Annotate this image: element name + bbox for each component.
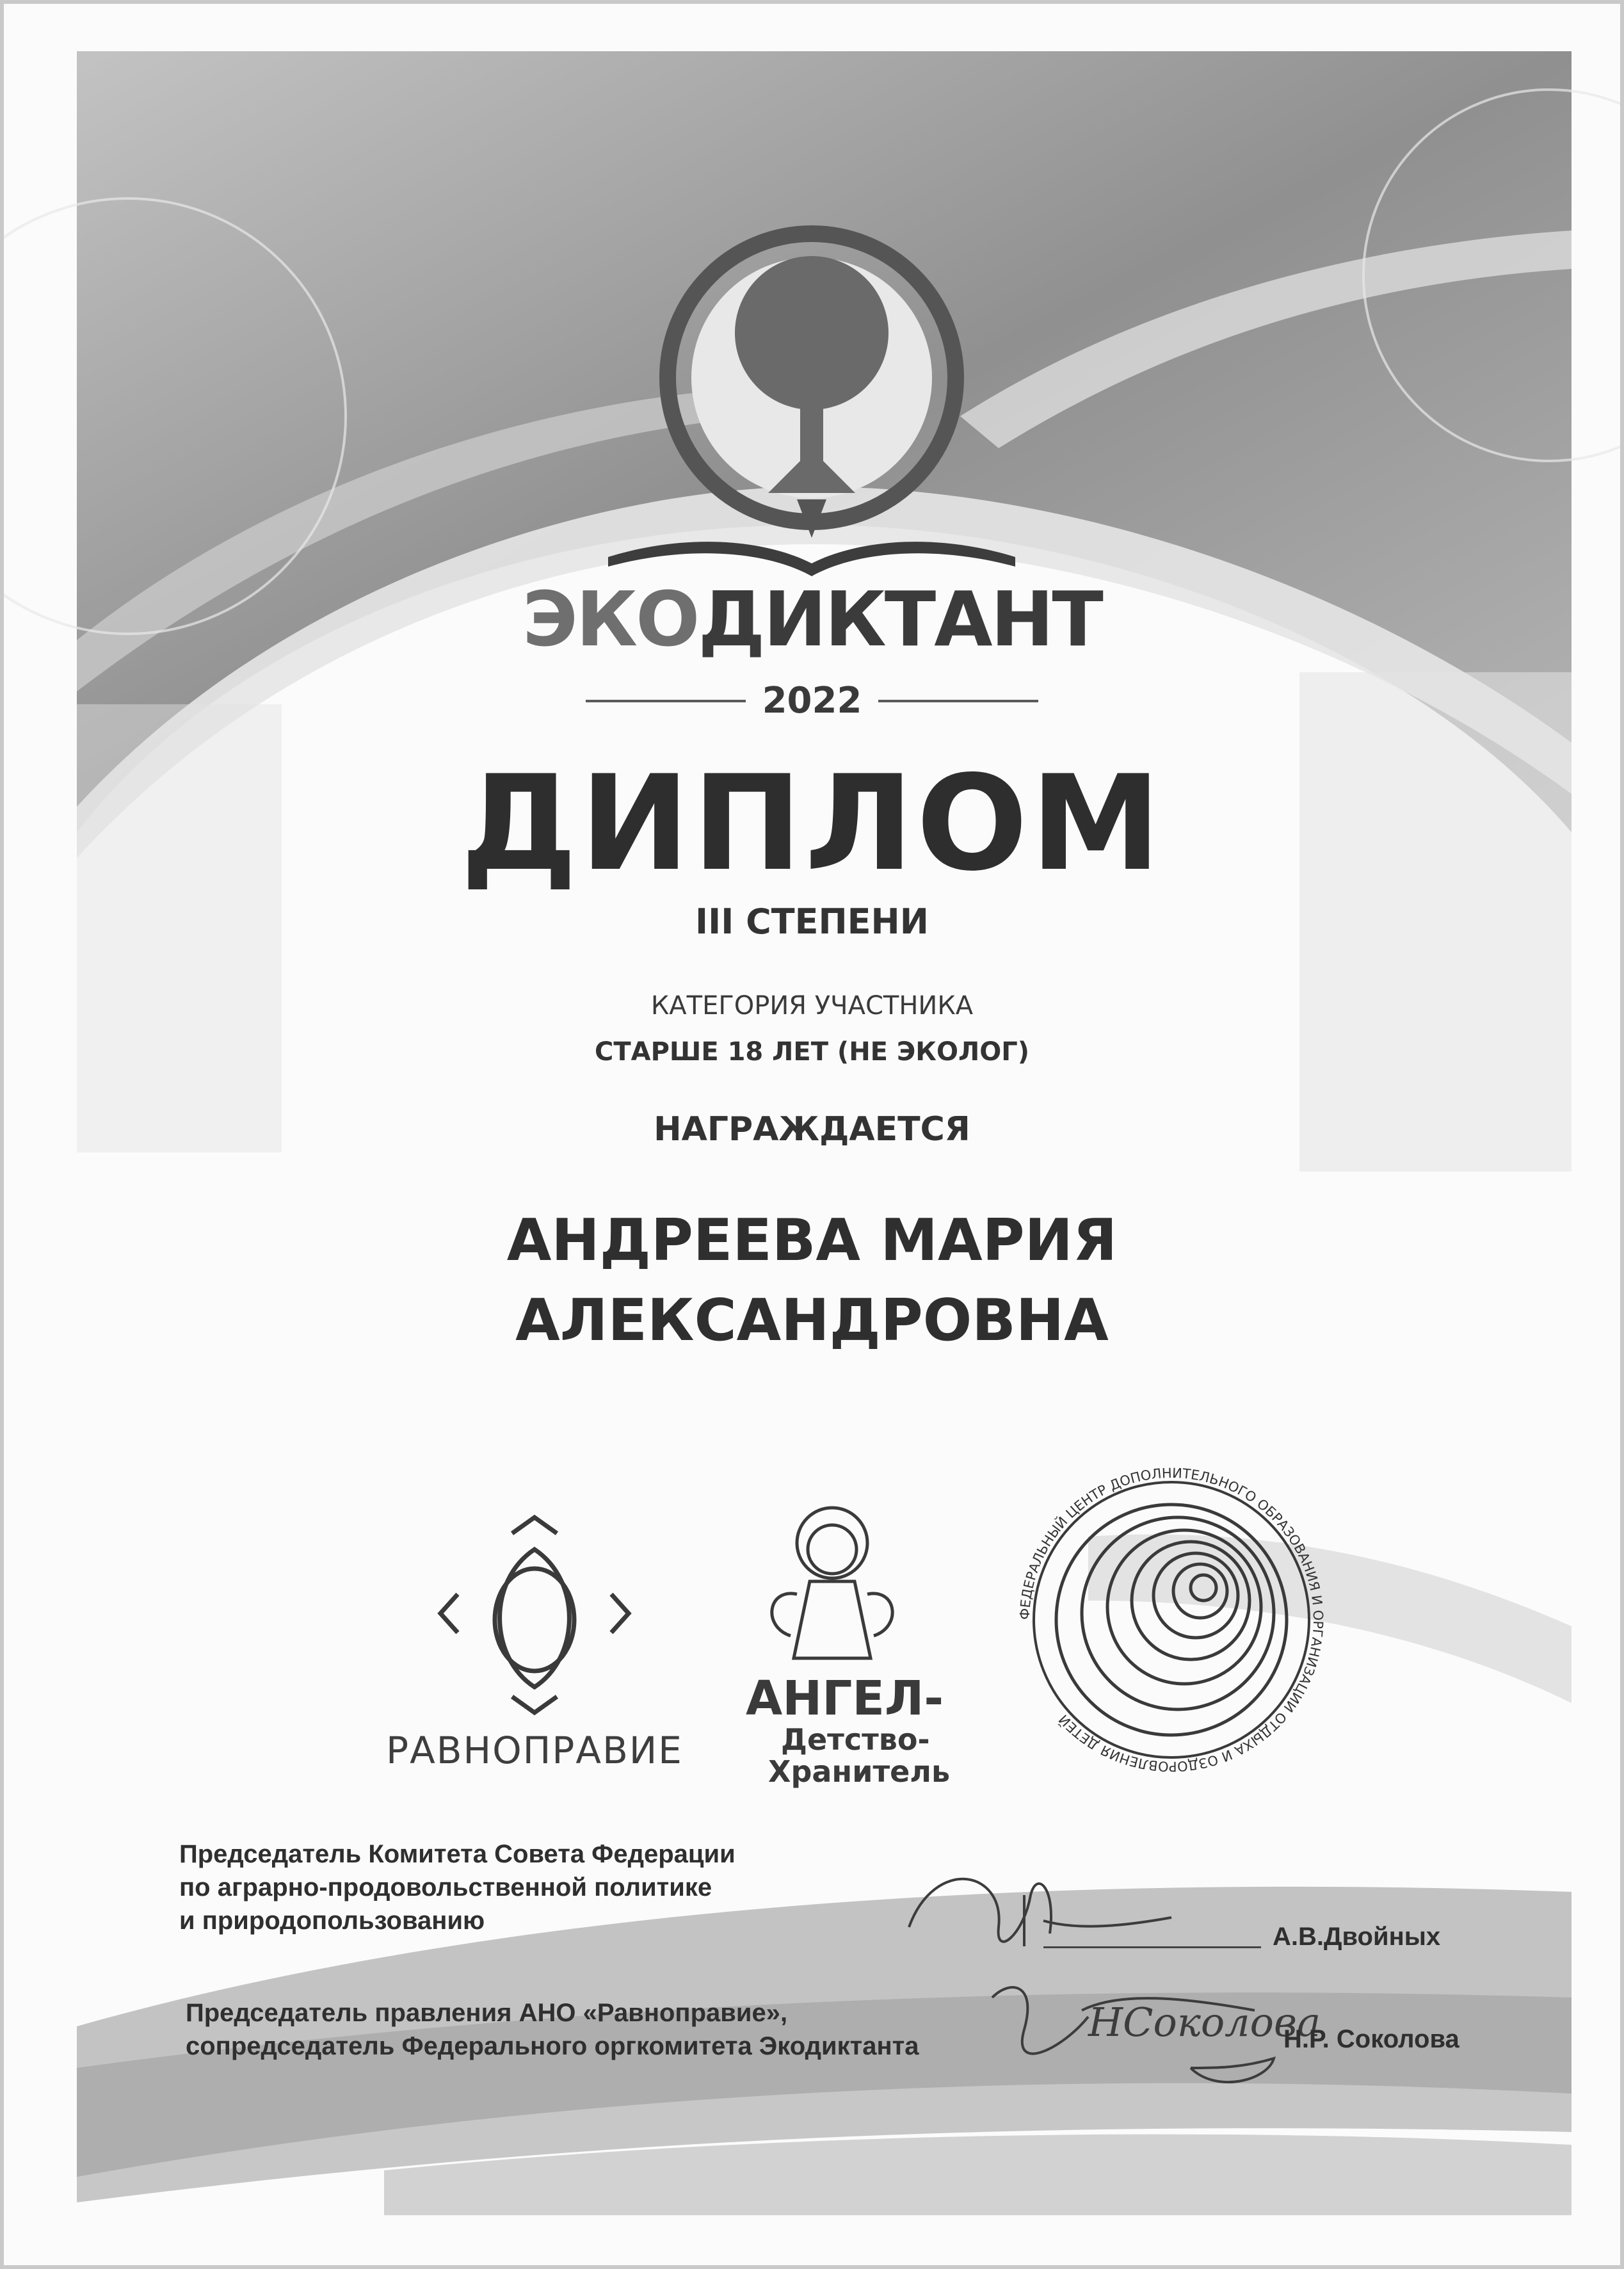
brand-title [0, 575, 1624, 663]
year-row [0, 680, 1624, 722]
recipient-name-line1: АНДРЕЕВА МАРИЯ [506, 1207, 1118, 1274]
degree: III СТЕПЕНИ [695, 901, 929, 942]
signer-1-title-line: Председатель Комитета Совета Федерации [179, 1840, 736, 1868]
category-value: СТАРШЕ 18 ЛЕТ (НЕ ЭКОЛОГ) [595, 1037, 1029, 1067]
angel-title: АНГЕЛ- [746, 1671, 944, 1726]
signer-2-title-line: сопредседатель Федерального оргкомитета Экодиктанта [186, 2032, 919, 2060]
year: 2022 [762, 680, 862, 722]
signer-1-name: А.В.Двойных [1273, 1923, 1441, 1951]
signer-2-name: Н.Р. Соколова [1283, 2025, 1459, 2053]
signer-1-title-line: по аграрно-продовольственной политике [179, 1873, 712, 1902]
angel-subtitle-2: Хранитель [768, 1754, 951, 1789]
signer-2-title-line: Председатель правления АНО «Равноправие», [186, 1999, 788, 2027]
ravnopravie-caption: РАВНОПРАВИЕ [386, 1729, 683, 1772]
divider [586, 700, 746, 702]
signature-line [1043, 1946, 1261, 1948]
ravnopravie-logo [374, 1508, 695, 1783]
svg-text:НСоколова: НСоколова [1088, 1999, 1321, 2046]
federal-center-ring-text [1018, 1466, 1325, 1773]
federal-center-ring-label: ФЕДЕРАЛЬНЫЙ ЦЕНТР ДОПОЛНИТЕЛЬНОГО ОБРАЗОВАНИЯ И ОРГАНИЗАЦИИ ОТДЫХА И ОЗДОРОВЛЕНИЯ ДЕТЕЙ [1018, 1466, 1325, 1773]
recipient-name-line2: АЛЕКСАНДРОВНА [515, 1287, 1109, 1354]
diploma-title: ДИПЛОМ [460, 748, 1164, 900]
svg-text:ФЕДЕРАЛЬНЫЙ ЦЕНТР ДОПОЛНИТЕЛЬН [1018, 1466, 1325, 1773]
category-label: КАТЕГОРИЯ УЧАСТНИКА [650, 991, 974, 1021]
brand-part2: ДИКТАНТ [698, 575, 1102, 663]
brand-part1: ЭКО [522, 575, 698, 663]
federal-center-logo [1018, 1466, 1325, 1773]
angel-subtitle-1: Детство- [781, 1722, 930, 1757]
angel-logo [736, 1498, 967, 1799]
divider [878, 700, 1038, 702]
signer-2-title [186, 1996, 919, 2063]
signer-1-title [179, 1837, 736, 1937]
awarded-label: НАГРАЖДАЕТСЯ [654, 1110, 970, 1149]
signer-1-title-line: и природопользованию [179, 1907, 485, 1935]
